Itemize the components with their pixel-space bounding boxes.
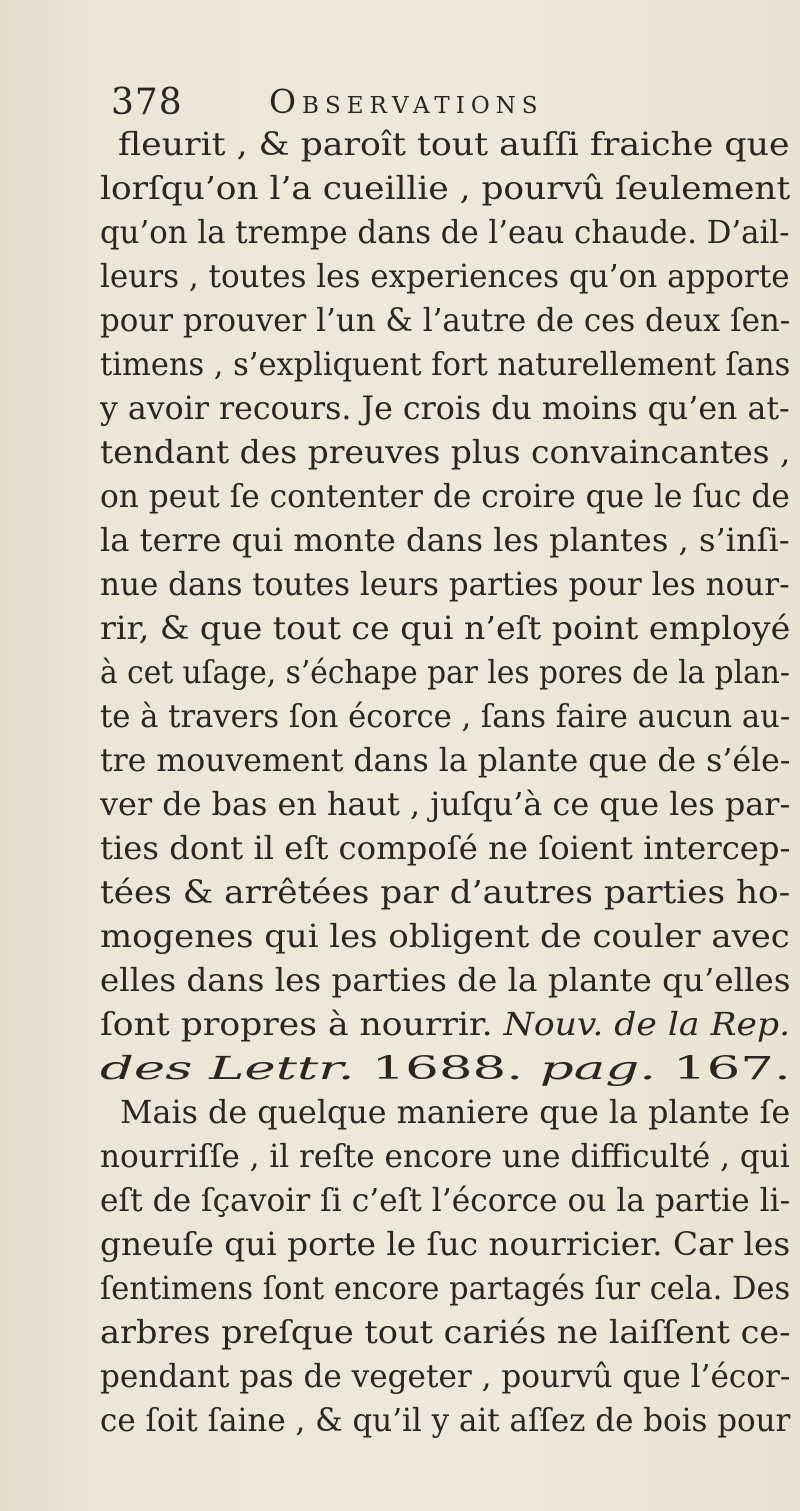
text-line: on peut ſe contenter de croire que le ſuc de (100, 477, 790, 515)
text-line: elles dans les parties de la plante qu’elles (100, 961, 791, 999)
text-line: ce ſoit ſaine , & qu’il y ait aſſez de bois pour (100, 1401, 791, 1439)
citation-year: 1688. (371, 1049, 524, 1087)
text-line: leurs , toutes les experiences qu’on apporte (100, 257, 790, 295)
text-line: tées & arrêtées par d’autres parties ho- (100, 873, 791, 911)
citation-page-number: 167. (672, 1049, 791, 1087)
text-line: qu’on la trempe dans de l’eau chaude. D’ail- (100, 213, 790, 251)
running-title: Observations (269, 82, 544, 121)
text-line: te à travers ſon écorce , ſans faire aucun au- (100, 697, 791, 735)
text-line: tre mouvement dans la plante que de s’éle- (100, 741, 791, 779)
text-line: eſt de ſçavoir ſi c’eſt l’écorce ou la partie li- (100, 1181, 791, 1219)
text-line: nue dans toutes leurs parties pour les nour- (100, 565, 790, 603)
text-line: la terre qui monte dans les plantes , s’inſi- (100, 521, 790, 559)
text-line: Mais de quelque maniere que la plante ſe (120, 1093, 791, 1131)
text-line: mogenes qui les obligent de couler avec (100, 917, 790, 955)
text-line: nourriſſe , il reſte encore une difficulté , qui (100, 1137, 790, 1175)
citation-page-label: pag. (539, 1049, 657, 1087)
text-line: lorſqu’on l’a cueillie , pourvû ſeulement (100, 169, 791, 207)
text-line: fleurit , & paroît tout auſſi fraiche que (118, 125, 790, 163)
text-line: pendant pas de vegeter , pourvû que l’écor- (100, 1357, 791, 1395)
text-line: ſentimens ſont encore partagés ſur cela. Des (100, 1269, 791, 1307)
text-line: arbres preſque tout cariés ne laiſſent ce- (100, 1313, 791, 1351)
text-line: rir, & que tout ce qui n’eſt point employé (100, 609, 791, 647)
text-line: pour prouver l’un & l’autre de ces deux ſen- (100, 301, 791, 339)
text-line: timens , s’expliquent fort naturellement ſans (100, 345, 791, 383)
citation-line (100, 1046, 791, 1090)
text-line-with-citation (100, 1002, 790, 1046)
citation-journal-cont: des Lettr. (100, 1049, 355, 1087)
page-number: 378 (111, 82, 183, 123)
text-line: y avoir recours. Je crois du moins qu’en at- (100, 389, 790, 427)
citation-journal: Nouv. de la Rep. (503, 1005, 791, 1043)
text-segment: ſont propres à nourrir. (100, 1005, 493, 1043)
text-line: ver de bas en haut , juſqu’à ce que les par- (100, 785, 791, 823)
text-line: tendant des preuves plus convaincantes , (100, 433, 791, 471)
text-line: ties dont il eſt compoſé ne ſoient intercep- (100, 829, 791, 867)
text-line: à cet uſage, s’échape par les pores de la plan- (100, 653, 790, 691)
text-line: gneuſe qui porte le ſuc nourricier. Car les (100, 1225, 791, 1263)
